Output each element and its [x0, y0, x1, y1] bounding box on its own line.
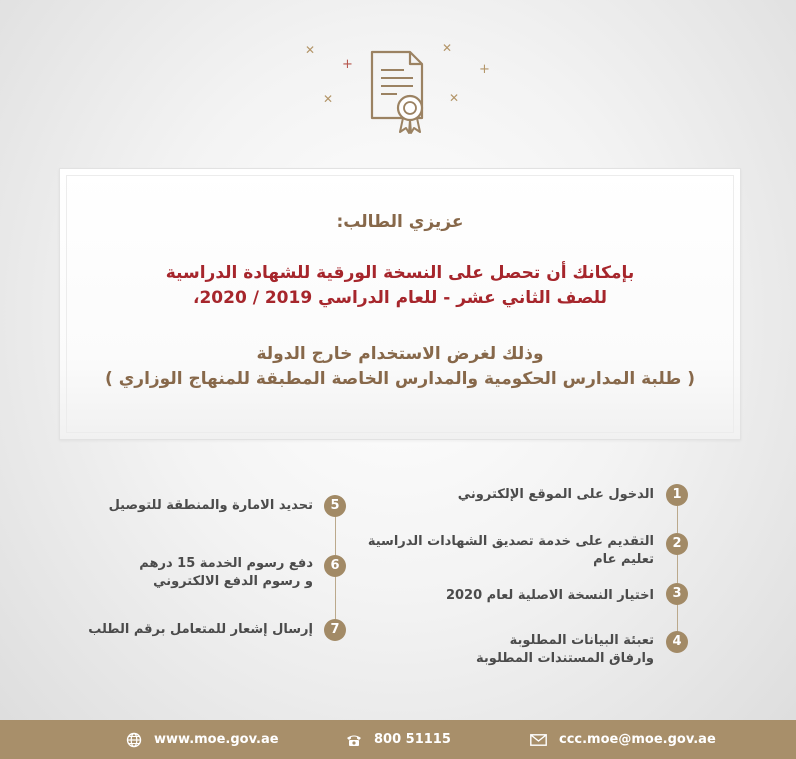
purpose-line-1: وذلك لغرض الاستخدام خارج الدولة — [256, 344, 544, 364]
step-line: إرسال إشعار للمتعامل برقم الطلب — [88, 622, 313, 637]
step-line: تحديد الامارة والمنطقة للتوصيل — [108, 498, 313, 513]
step-number-badge: 2 — [666, 533, 688, 555]
step-text — [458, 486, 654, 504]
message-line-1: بإمكانك أن تحصل على النسخة الورقية للشهادة الدراسية — [165, 263, 635, 283]
step-text — [446, 587, 654, 605]
step-number-badge: 3 — [666, 583, 688, 605]
footer-bar — [0, 720, 796, 759]
sparkle-decoration: ✕ — [442, 41, 453, 55]
step-number-badge: 7 — [324, 619, 346, 641]
step-line: دفع رسوم الخدمة 15 درهم — [139, 556, 313, 571]
step-line: تعليم عام — [593, 552, 654, 567]
phone-number[interactable]: 800 51115 — [374, 732, 451, 747]
step-line: وارفاق المستندات المطلوبة — [476, 651, 654, 666]
steps-connector-line — [677, 506, 678, 636]
envelope-icon — [530, 734, 547, 746]
step-number-badge: 6 — [324, 555, 346, 577]
sparkle-decoration: ✕ — [323, 92, 334, 106]
purpose-line-2: ( طلبة المدارس الحكومية والمدارس الخاصة المطبقة للمنهاج الوزاري ) — [105, 369, 695, 389]
step-number-badge: 5 — [324, 495, 346, 517]
step-text — [476, 632, 654, 668]
step-line: الدخول على الموقع الإلكتروني — [457, 487, 654, 502]
step-line: اختيار النسخة الاصلية لعام 2020 — [445, 588, 654, 603]
step-text — [88, 621, 313, 639]
info-card — [59, 168, 741, 440]
email-link[interactable]: ccc.moe@moe.gov.ae — [559, 732, 716, 747]
sparkle-decoration: + — [479, 62, 490, 77]
globe-icon — [126, 732, 142, 748]
step-line: و رسوم الدفع الالكتروني — [153, 574, 313, 589]
website-link[interactable]: www.moe.gov.ae — [154, 732, 279, 747]
message-line-2: للصف الثاني عشر - للعام الدراسي 2019 / 2020، — [193, 288, 607, 308]
certificate-icon — [364, 46, 436, 136]
step-number-badge: 4 — [666, 631, 688, 653]
step-text — [368, 533, 654, 569]
sparkle-decoration: + — [342, 57, 353, 72]
step-line: التقديم على خدمة تصديق الشهادات الدراسية — [367, 534, 654, 549]
footer-email[interactable] — [530, 720, 716, 759]
sparkle-decoration: ✕ — [305, 43, 316, 57]
greeting-heading: عزيزي الطالب: — [336, 212, 464, 232]
step-number-badge: 1 — [666, 484, 688, 506]
footer-phone[interactable] — [346, 720, 451, 759]
phone-icon — [346, 733, 362, 747]
sparkle-decoration: ✕ — [449, 91, 460, 105]
step-text — [109, 497, 313, 515]
step-line: تعبئة البيانات المطلوبة — [509, 633, 654, 648]
step-text — [139, 555, 313, 591]
footer-website[interactable] — [126, 720, 279, 759]
